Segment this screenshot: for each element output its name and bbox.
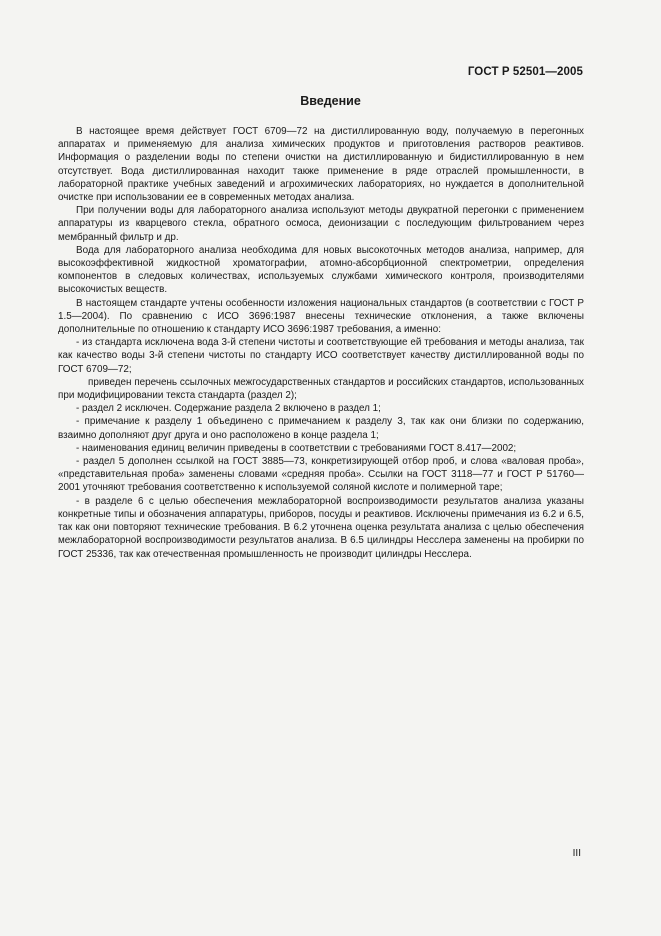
- list-item: - в разделе 6 с целью обеспечения межлабораторной воспроизводимости результатов анализа указаны конкретные типы и обозначения аппаратуры, приборов, посуды и реактивов. Исключены примечания из 6.2 и 6.5, так как они повторяют технические требования. В 6.2 уточнена оценка результата анализа с целью обеспечения межлабораторной воспроизводимости результатов анализа. В 6.5 цилиндры Несслера заменены на пробирки по ГОСТ 25336, так как отечественная промышленность не производит цилиндры Несслера.: [58, 495, 584, 560]
- list-item: - примечание к разделу 1 объединено с примечанием к разделу 3, так как они близки по содержанию, взаимно дополняют друг друга и оно расположено в конце раздела 1;: [58, 416, 584, 441]
- section-title: Введение: [300, 94, 361, 108]
- list-item: - из стандарта исключена вода 3-й степени чистоты и соответствующие ей требования и методы анализа, так как качество воды 3-й степени чистоты по стандарту ИСО соответствует качеству дистиллированной воды по ГОСТ 6709—72;: [58, 337, 584, 375]
- list-item: - раздел 2 исключен. Содержание раздела 2 включено в раздел 1;: [76, 403, 381, 415]
- list-item: приведен перечень ссылочных межгосударственных стандартов и российских стандартов, использованных при модифицировании текста стандарта (раздел 2);: [58, 376, 584, 402]
- paragraph: Вода для лабораторного анализа необходима для новых высокоточных методов анализа, например, для высокоэффективной жидкостной хроматографии, атомно-абсорбционной спектрометрии, определения компонентов в следовых количествах, используемых службами химического контроля, производителями высокочистых веществ.: [58, 244, 584, 296]
- paragraph: В настоящее время действует ГОСТ 6709—72 на дистиллированную воду, получаемую в перегонных аппаратах и применяемую для анализа химических продуктов и приготовления растворов реактивов. Информация о разделении воды по степени очистки на дистиллированную и бидистиллированную в нем отсутствует. Вода дистиллированная находит также применение в ряде отраслей промышленности, в лабораторной практике учебных заведений и агрохимических лабораториях, но нуждается в дополнительной очистке при использовании ее в современных методах анализа.: [58, 126, 584, 204]
- document-code: ГОСТ Р 52501—2005: [467, 66, 583, 78]
- list-item: - наименования единиц величин приведены в соответствии с требованиями ГОСТ 8.417—2002;: [76, 442, 517, 454]
- introduction-body: [58, 125, 584, 561]
- page-number: III: [572, 848, 581, 859]
- paragraph: В настоящем стандарте учтены особенности изложения национальных стандартов (в соответствии с ГОСТ Р 1.5—2004). По сравнению с ИСО 3696:1987 внесены технические отклонения, а также включены дополнительные по отношению к стандарту ИСО 3696:1987 требования, а именно:: [58, 297, 584, 336]
- list-item: - раздел 5 дополнен ссылкой на ГОСТ 3885—73, конкретизирующей отбор проб, и слова «валовая проба», «представительная проба» заменены словами «средняя проба». Ссылки на ГОСТ 3118—77 и ГОСТ Р 51760—2001 уточняют требования соответственно к используемой соляной кислоте и полимерной таре;: [58, 456, 584, 494]
- paragraph: При получении воды для лабораторного анализа используют методы двукратной перегонки с применением аппаратуры из кварцевого стекла, обратного осмоса, деионизации с последующим фильтрованием через мембранный фильтр и др.: [58, 205, 584, 243]
